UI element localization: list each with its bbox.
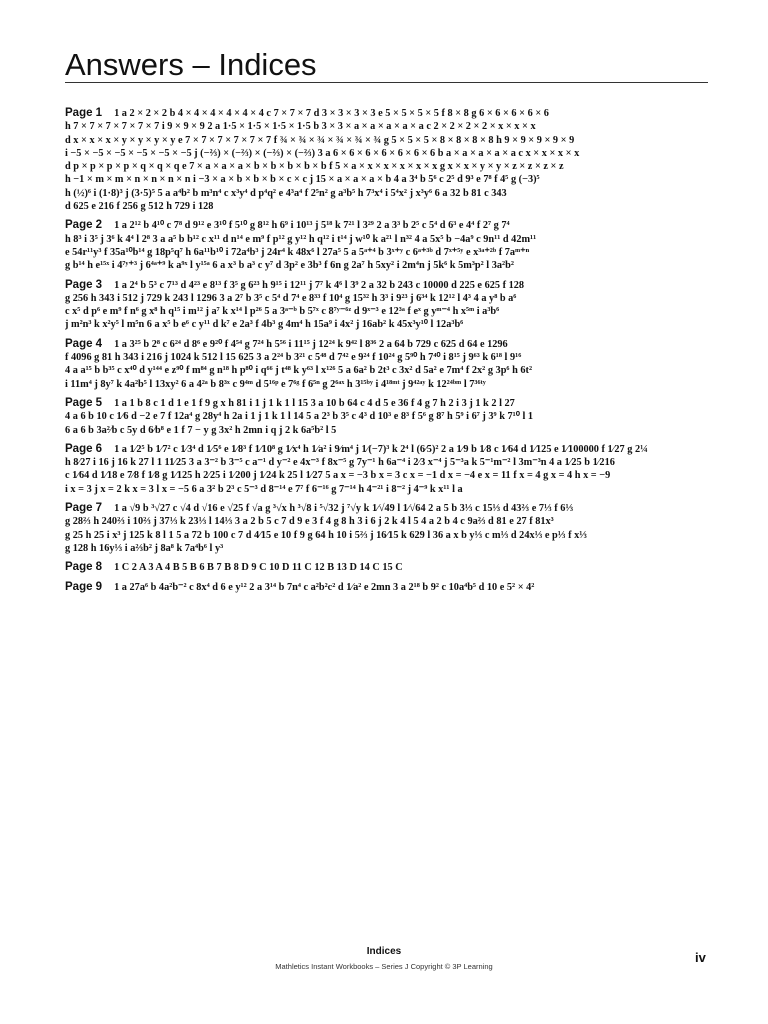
answer-text: d x × x × x × y × y × y × y e 7 × 7 × 7 × 7 × 7 × 7 f ¾ × ¾ × ¾ × ¾ × ¾ × ¾ g 5 × 5 × 5 × 8 × 8 × 8 × 8 h 9 × 9 × 9 × 9 × 9 bbox=[65, 134, 575, 146]
answer-line bbox=[65, 246, 708, 259]
answer-line bbox=[65, 279, 708, 292]
answer-text: 1 a 1⁄2⁵ b 1⁄7² c 1⁄3⁴ d 1⁄5⁶ e 1⁄8³ f 1⁄10⁸ g 1⁄x⁴ h 1⁄a² i 9⁄m⁴ j 1⁄(−7)³ k 2⁴ l (6⁄5)² 2 a 1⁄9 b 1⁄8 c 1⁄64 d 1⁄125 e 1⁄100000 f 1⁄27 g 2¼ bbox=[114, 443, 648, 455]
answer-text: 1 a 2 × 2 × 2 b 4 × 4 × 4 × 4 × 4 × 4 c 7 × 7 × 7 d 3 × 3 × 3 × 3 e 5 × 5 × 5 × 5 f 8 × 8 g 6 × 6 × 6 × 6 × 6 bbox=[114, 108, 549, 119]
answer-line bbox=[65, 338, 708, 351]
answer-line bbox=[65, 351, 708, 364]
answer-line bbox=[65, 378, 708, 391]
answer-line bbox=[65, 233, 708, 246]
answer-text: 6 a 6 b 3a²⁄b c 5y d 6⁄b⁸ e 1 f 7 − y g 3x² h 2mn i q j 2 k 6a⁵b² l 5 bbox=[65, 424, 337, 436]
answer-text: g 28⅔ h 240⅔ i 10⅔ j 37⅓ k 23⅓ l 14⅓ 3 a 2 b 5 c 7 d 9 e 3 f 4 g 8 h 3 i 6 j 2 k 4 l 5 4 a 2 b 4 c 9a⅔ d 81 e 27 f 81x³ bbox=[65, 516, 554, 528]
answer-line bbox=[65, 443, 708, 456]
section-page-label: Page 9 bbox=[65, 580, 103, 593]
page-number: iv bbox=[695, 950, 706, 965]
answer-line bbox=[65, 397, 708, 410]
answer-line bbox=[65, 410, 708, 423]
answer-line bbox=[65, 219, 708, 232]
footer-copyright: Mathletics Instant Workbooks – Series J Copyright © 3P Learning bbox=[275, 962, 493, 971]
answer-line bbox=[65, 259, 708, 272]
answer-text: j m²n³ k x²y⁵ l m⁵n 6 a x⁵ b e⁶ c y¹¹ d k⁷ e 2a³ f 4b³ g 4m⁴ h 15a⁹ i 4x² j 16ab² k 45x³y¹⁰ l 12a³b⁶ bbox=[65, 319, 464, 331]
answer-text: h 8³ i 3⁵ j 3⁶ k 4⁴ l 2⁸ 3 a a⁵ b b¹² c x¹¹ d n¹⁴ e m⁹ f p¹² g y¹² h q¹² i t¹⁴ j w¹⁰ k a²¹ l n³² 4 a 5x⁵ b −4a⁹ c 9n¹¹ d 42m¹¹ bbox=[65, 233, 537, 245]
answer-text: c x⁵ d p⁶ e m⁹ f n⁶ g x⁸ h q¹⁵ i m¹² j a⁷ k x¹⁴ l p²⁶ 5 a 3ᵃ⁻ᵇ b 5⁷ˣ c 8⁷ʸ⁻⁶ᶻ d 9ˣ⁻³ e 12³ᵃ f eˣ g yᵐ⁻⁴ h x⁵ᵐ i a³b⁶ bbox=[65, 306, 500, 318]
answer-text: h 7 × 7 × 7 × 7 × 7 × 7 i 9 × 9 × 9 2 a 1·5 × 1·5 × 1·5 × 1·5 b 3 × 3 × a × a × a × a × a c 2 × 2 × 2 × 2 × x × x × x bbox=[65, 121, 536, 133]
answer-text: h 8⁄27 i 16 j 16 k 27 l 1 11⁄25 3 a 3⁻² b 3⁻⁵ c a⁻¹ d y⁻² e 4x⁻³ f 8x⁻⁵ g 7y⁻¹ h 6a⁻⁴ i 2⁄3 x⁻⁴ j 5⁻³a k 5⁻¹m⁻² l 3m⁻³n 4 a 1⁄25 b 1⁄216 bbox=[65, 457, 615, 469]
answer-text: g b¹⁴ h e¹⁵ˣ i 4⁷ʸ⁺³ j 6⁴ᵃ⁺⁹ k a⁹ˣ l y¹⁵ᵃ 6 a x³ b a³ c y⁷ d 3p² e 3b³ f 6n g 2a⁷ h 5xy² i 2m⁴n j 5k⁶ k 5m³p² l 3a²b² bbox=[65, 260, 514, 272]
answer-text: 1 C 2 A 3 A 4 B 5 B 6 B 7 B 8 D 9 C 10 D 11 C 12 B 13 D 14 C 15 C bbox=[114, 562, 403, 574]
answer-text: 1 a 27a⁶ b 4a²b⁻² c 8x⁴ d 6 e y¹² 2 a 3¹⁴ b 7n⁴ c a²b²c² d 1⁄a² e 2mn 3 a 2¹⁸ b 9² c 10a⁴b⁵ d 10 e 5² × 4² bbox=[114, 581, 535, 593]
answer-line bbox=[65, 134, 708, 147]
answer-text: c 1⁄64 d 1⁄18 e 7⁄8 f 1⁄8 g 1⁄125 h 2⁄25 i 1⁄200 j 1⁄24 k 25 l 1⁄27 5 a x = −3 b x = 3 c x = −1 d x = −4 e x = 11 f x = 4 g x = 4 h x = −9 bbox=[65, 470, 611, 482]
answer-text: g 25 h 25 i x³ j 125 k 8 l 1 5 a 72 b 100 c 7 d 4⁄15 e 10 f 9 g 64 h 10 i 5⅔ j 16⁄15 k 629 l 36 a x b y⅓ c m⅓ d 24x⅓ e p⅓ f x⅓ bbox=[65, 529, 587, 541]
answer-line bbox=[65, 147, 708, 160]
answer-text: 1 a 1 b 8 c 1 d 1 e 1 f 9 g x h 81 i 1 j 1 k 1 l 15 3 a 10 b 64 c 4 d 5 e 36 f 4 g 7 h 2 i 3 j 1 k 2 l 27 bbox=[114, 397, 515, 409]
answer-section bbox=[65, 397, 708, 437]
answer-line bbox=[65, 502, 708, 515]
answer-line bbox=[65, 456, 708, 469]
answer-text: h (½)⁶ i (1·8)³ j (3·5)⁵ 5 a a⁴b² b m³n⁴ c x³y⁴ d p⁴q² e 4³a⁴ f 2⁵n² g a³b⁵ h 7³x⁴ i 5⁴x² j x³y⁶ 6 a 32 b 81 c 343 bbox=[65, 187, 507, 199]
section-page-label: Page 2 bbox=[65, 219, 103, 232]
answer-line bbox=[65, 107, 708, 120]
answer-text: g 256 h 343 i 512 j 729 k 243 l 1296 3 a 2⁷ b 3⁵ c 5⁴ d 7⁴ e 8³³ f 10⁴ g 15³² h 3³ i 9²³ j 6³⁴ k 12¹² l 4³ 4 a y⁸ b a⁶ bbox=[65, 292, 517, 304]
answer-line bbox=[65, 160, 708, 173]
answer-text: i x = 3 j x = 2 k x = 3 l x = −5 6 a 3² b 2³ c 5⁻³ d 8⁻¹⁴ e 7⁷ f 6⁻¹⁶ g 7⁻¹⁴ h 4⁻²¹ i 8⁻² j 4⁻⁹ k x¹¹ l a bbox=[65, 483, 463, 495]
answer-section bbox=[65, 502, 708, 555]
answer-text: f 4096 g 81 h 343 i 216 j 1024 k 512 l 15 625 3 a 2²⁴ b 3²¹ c 5⁴⁸ d 7⁴² e 9²⁴ f 10²⁴ g 5⁹⁰ h 7⁴⁰ i 8¹⁵ j 9⁶³ k 6¹⁸ l 9¹⁶ bbox=[65, 352, 522, 364]
answer-text: 4 a 6 b 10 c 1⁄6 d −2 e 7 f 12a⁴ g 28y⁴ h 2a i 1 j 1 k 1 l 14 5 a 2³ b 3⁵ c 4³ d 10³ e 8³ f 5⁶ g 8⁷ h 5⁹ i 6⁷ j 3⁹ k 7¹⁰ l 1 bbox=[65, 411, 534, 423]
answer-line bbox=[65, 364, 708, 377]
answer-line bbox=[65, 318, 708, 331]
section-page-label: Page 1 bbox=[65, 107, 103, 119]
answer-line bbox=[65, 200, 708, 213]
answer-line bbox=[65, 561, 708, 574]
answer-line bbox=[65, 292, 708, 305]
answer-section bbox=[65, 219, 708, 272]
answer-line bbox=[65, 581, 708, 594]
answer-line bbox=[65, 469, 708, 482]
answer-line bbox=[65, 542, 708, 555]
answers-content bbox=[65, 107, 708, 600]
answer-text: i 11m⁴ j 8y⁷ k 4a²b⁵ l 13xy² 6 a 4²ᵃ b 8³ˣ c 9⁴ᵐ d 5¹⁶ᵖ e 7⁶ᵍ f 6⁵ⁿ g 2⁶ᵃˣ h 3¹⁵ᵇʸ i 4¹⁸ᵐᵗ j 9⁴²ᵃʸ k 12²⁴ᵇᵐ l 7³⁶ᵗʸ bbox=[65, 378, 486, 390]
answer-text: e 54r¹¹y³ f 35a¹⁰b¹⁴ g 18p⁵q⁷ h 6a¹¹b¹⁰ i 72a⁴b³ j 24r⁴ k 48x⁶ l 27a⁵ 5 a 5ᵃ⁺⁴ b 3ˣ⁺ʸ c 6ᵃ⁺³ᵇ d 7ˣ⁺⁵ʸ e x³ᵃ⁺²ᵇ f 7aᵐ⁺ⁿ bbox=[65, 246, 530, 258]
answer-text: g 128 h 16y⅓ i a⅔b² j 8a⁸ k 7a⁴b⁶ l y³ bbox=[65, 542, 224, 554]
answer-text: d p × p × p × p × q × q × q e 7 × a × a × a × b × b × b × b × b f 5 × a × x × x × x × x × x g x × x × y × y × z × z × z × z bbox=[65, 161, 564, 173]
title-divider bbox=[65, 82, 708, 83]
answer-section bbox=[65, 443, 708, 496]
answer-section bbox=[65, 279, 708, 332]
answer-line bbox=[65, 187, 708, 200]
answer-line bbox=[65, 483, 708, 496]
answer-text: 1 a 2¹² b 4¹⁰ c 7⁸ d 9¹² e 3¹⁰ f 5¹⁰ g 8¹² h 6⁹ i 10¹³ j 5¹⁸ k 7²¹ l 3²⁹ 2 a 3³ b 2⁵ c 5⁴ d 6³ e 4⁴ f 2⁷ g 7⁴ bbox=[114, 220, 510, 232]
answer-text: 1 a √9 b ³√27 c √4 d √16 e √25 f √a g ³√x h ³√8 i ⁵√32 j ⁷√y k 1⁄√49 l 1⁄√64 2 a 5 b 3⅓ c 15⅓ d 43⅔ e 7⅓ f 6⅓ bbox=[114, 503, 574, 515]
section-page-label: Page 3 bbox=[65, 278, 103, 291]
answer-section bbox=[65, 338, 708, 391]
answer-line bbox=[65, 424, 708, 437]
footer-title: Indices bbox=[366, 946, 402, 957]
answer-line bbox=[65, 529, 708, 542]
section-page-label: Page 7 bbox=[65, 502, 103, 515]
section-page-label: Page 6 bbox=[65, 442, 103, 455]
answer-line bbox=[65, 515, 708, 528]
answer-text: h −1 × m × m × n × n × n × n i −3 × a × b × b × b × c × c j 15 × a × a × a × b 4 a 3⁴ b 5⁶ c 2⁵ d 9³ e 7⁸ f 4⁵ g (−3)⁵ bbox=[65, 174, 540, 186]
answer-text: d 625 e 216 f 256 g 512 h 729 i 128 bbox=[65, 201, 214, 213]
answer-line bbox=[65, 120, 708, 133]
answer-text: 1 a 3²⁵ b 2⁸ c 6²⁴ d 8⁶ e 9²⁰ f 4⁵⁴ g 7²⁴ h 5⁵⁶ i 11¹⁵ j 12²⁴ k 9⁴² l 8³⁶ 2 a 64 b 729 c 625 d 64 e 1296 bbox=[114, 338, 508, 350]
section-page-label: Page 8 bbox=[65, 561, 103, 574]
answer-text: i −5 × −5 × −5 × −5 × −5 × −5 j (−⅔) × (−⅔) × (−⅔) × (−⅔) 3 a 6 × 6 × 6 × 6 × 6 × 6 × 6 b a × a × a × a × a c x × x × x × x bbox=[65, 147, 580, 159]
page-title: Answers – Indices bbox=[65, 47, 317, 82]
answer-section bbox=[65, 561, 708, 574]
answer-text: 1 a 2⁴ b 5³ c 7¹³ d 4²³ e 8¹³ f 3⁵ g 6²³ h 9¹⁵ i 12¹¹ j 7⁷ k 4⁶ l 3⁹ 2 a 32 b 243 c 10000 d 225 e 625 f 128 bbox=[114, 279, 525, 291]
answer-text: 4 a a¹⁵ b b³⁵ c x⁴⁰ d y¹⁴⁴ e z⁹⁰ f m⁸⁴ g n¹⁸ h p⁸⁰ i q⁶⁶ j t⁴⁸ k y⁶³ l x¹²⁶ 5 a 6a² b 2t³ c 3x² d 5a² e 7m⁴ f 2x² g 3p⁶ h 6t² bbox=[65, 365, 533, 377]
answer-section bbox=[65, 107, 708, 213]
section-page-label: Page 4 bbox=[65, 337, 103, 350]
answer-line bbox=[65, 305, 708, 318]
answer-line bbox=[65, 173, 708, 186]
section-page-label: Page 5 bbox=[65, 396, 103, 409]
answer-section bbox=[65, 581, 708, 594]
